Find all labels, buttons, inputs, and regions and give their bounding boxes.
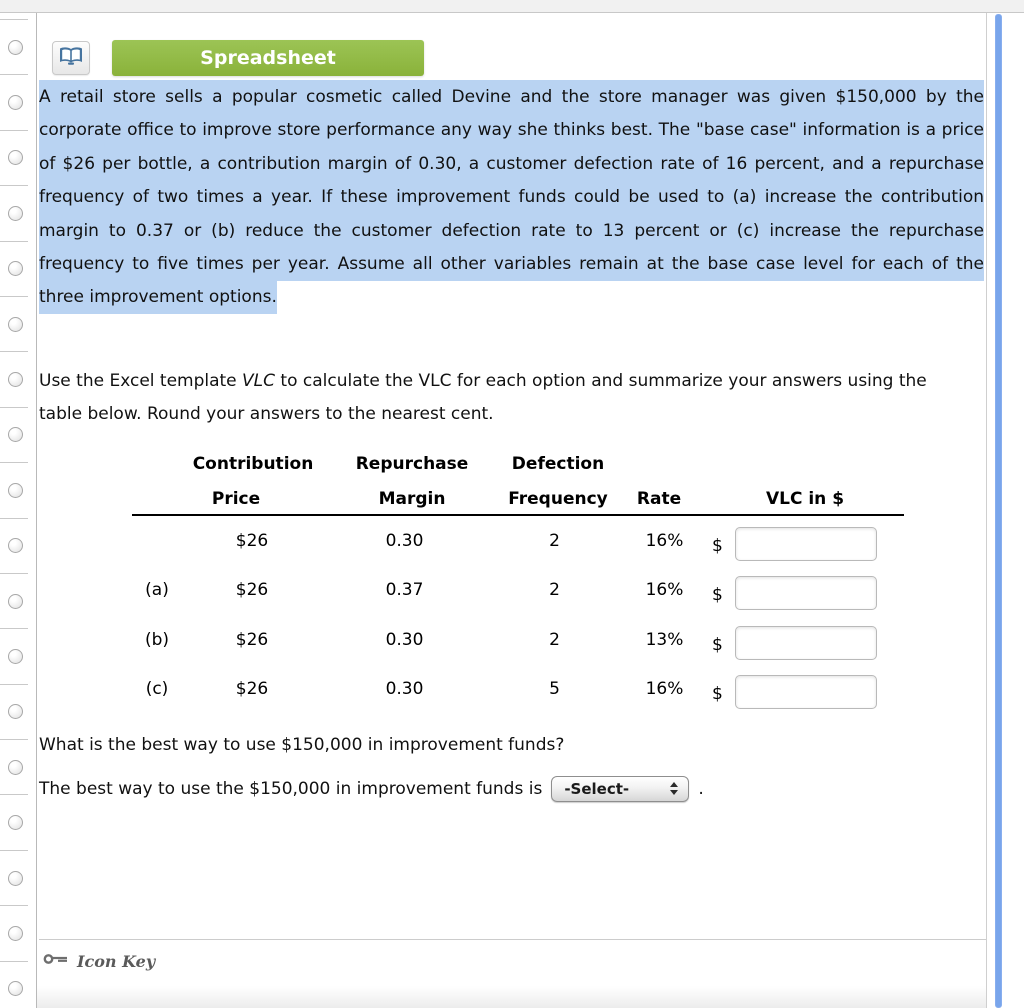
header-contribution: Contribution (192, 454, 314, 474)
instructions-text: Use the Excel template VLC to calculate the VLC for each option and summarize your answers using the table below. Round your answers to the nearest cent. (39, 371, 927, 424)
gutter-cell (0, 795, 35, 850)
gutter-cell (0, 75, 35, 130)
gutter-cell (0, 685, 35, 740)
vlc-cell (707, 620, 904, 660)
vlc-cell (707, 521, 904, 561)
gutter-cell (0, 186, 35, 241)
section-title-badge: Spreadsheet (112, 40, 424, 76)
icon-key[interactable] (43, 951, 155, 971)
rate-value: 16% (645, 679, 684, 700)
header-vlc: VLC in $ (765, 489, 845, 509)
rate-value: 13% (645, 629, 684, 650)
item-radio-icon[interactable] (8, 981, 23, 996)
vlc-cell (707, 570, 904, 610)
item-radio-icon[interactable] (8, 704, 23, 719)
header-margin: Margin (378, 489, 446, 509)
icon-key-label: Icon Key (77, 951, 156, 971)
item-radio-icon[interactable] (8, 206, 23, 221)
header-frequency: Frequency (508, 489, 608, 509)
row-label: (c) (145, 679, 169, 700)
table-row-c (132, 665, 904, 715)
price-value: $26 (235, 679, 269, 700)
item-radio-icon[interactable] (8, 871, 23, 886)
question-text: What is the best way to use $150,000 in improvement funds? (39, 735, 565, 755)
item-radio-icon[interactable] (8, 594, 23, 609)
table-row-b (132, 615, 904, 665)
scrollbar-thumb[interactable] (995, 14, 1002, 1008)
vlc-input-a[interactable] (735, 576, 877, 610)
item-radio-icon[interactable] (8, 760, 23, 775)
price-value: $26 (235, 530, 269, 551)
gutter-cell (0, 906, 35, 961)
spreadsheet-book-button[interactable] (52, 41, 90, 75)
margin-value: 0.30 (385, 629, 424, 650)
answer-row (39, 776, 969, 802)
gutter-cell (0, 408, 35, 463)
gutter-cell (0, 574, 35, 629)
row-label: (b) (144, 629, 170, 650)
footer-divider (39, 939, 986, 940)
gutter-cell (0, 463, 35, 518)
gutter-cell (0, 297, 35, 352)
vlc-input-c[interactable] (735, 675, 877, 709)
gutter-cell (0, 740, 35, 795)
gutter-cell (0, 851, 35, 906)
header-defection: Defection (511, 454, 605, 474)
currency-symbol: $ (712, 585, 723, 606)
rate-value: 16% (645, 580, 684, 601)
top-strip (0, 0, 1024, 13)
item-radio-icon[interactable] (8, 150, 23, 165)
item-radio-icon[interactable] (8, 95, 23, 110)
gutter-cell (0, 20, 35, 75)
item-radio-icon[interactable] (8, 649, 23, 664)
vlc-input-base[interactable] (735, 527, 877, 561)
item-radio-icon[interactable] (8, 483, 23, 498)
item-radio-icon[interactable] (8, 317, 23, 332)
item-radio-icon[interactable] (8, 815, 23, 830)
frequency-value: 2 (549, 530, 560, 551)
currency-symbol: $ (712, 634, 723, 655)
row-label: (a) (145, 580, 169, 601)
vlc-cell (707, 669, 904, 709)
frequency-value: 2 (549, 629, 560, 650)
gutter-cell (0, 629, 35, 684)
header-price: Price (211, 489, 261, 509)
table-row-a (132, 566, 904, 616)
table-header (132, 452, 904, 516)
answer-suffix: . (698, 779, 704, 799)
item-radio-icon[interactable] (8, 926, 23, 941)
template-name-italic: VLC (242, 371, 276, 391)
margin-value: 0.30 (385, 679, 424, 700)
best-way-select[interactable] (551, 776, 689, 802)
answer-prefix: The best way to use the $150,000 in improvement funds is (39, 779, 543, 799)
gutter-cell (0, 131, 35, 186)
price-value: $26 (235, 580, 269, 601)
margin-value: 0.30 (385, 530, 424, 551)
currency-symbol: $ (712, 684, 723, 705)
gutter-cell (0, 962, 35, 1008)
item-radio-icon[interactable] (8, 427, 23, 442)
margin-value: 0.37 (385, 580, 424, 601)
frequency-value: 2 (549, 580, 560, 601)
vlc-table (132, 452, 904, 714)
item-radio-icon[interactable] (8, 40, 23, 55)
open-book-icon (58, 46, 84, 70)
gutter-cell (0, 242, 35, 297)
header-repurchase: Repurchase (355, 454, 469, 474)
frequency-value: 5 (549, 679, 560, 700)
key-icon (43, 951, 69, 971)
rate-value: 16% (645, 530, 684, 551)
gutter-cell (0, 352, 35, 407)
select-value: -Select- (564, 780, 630, 798)
select-stepper-icon (670, 782, 679, 796)
header-rate: Rate (636, 489, 682, 509)
table-row-base (132, 516, 904, 566)
gutter-cell (0, 519, 35, 574)
item-radio-icon[interactable] (8, 538, 23, 553)
currency-symbol: $ (712, 535, 723, 556)
highlighted-problem-text: A retail store sells a popular cosmetic called Devine and the store manager was given $150,000 by the corporate office to improve store performance any way she thinks best. The "base case" information is a price of $26 per bottle, a contribution margin of 0.30, a customer defection rate of 16 percent, and a repurchase frequency of two times a year. If these improvement funds could be used to (a) increase the contribution margin to 0.37 or (b) reduce the customer defection rate to 13 percent or (c) increase the repurchase frequency to five times per year. Assume all other variables remain at the base case level for each of the three improvement options. (39, 80, 984, 314)
price-value: $26 (235, 629, 269, 650)
problem-panel (36, 13, 987, 1008)
item-gutter (0, 14, 35, 1008)
vlc-input-b[interactable] (735, 626, 877, 660)
item-radio-icon[interactable] (8, 261, 23, 276)
item-radio-icon[interactable] (8, 372, 23, 387)
problem-statement (39, 81, 984, 315)
